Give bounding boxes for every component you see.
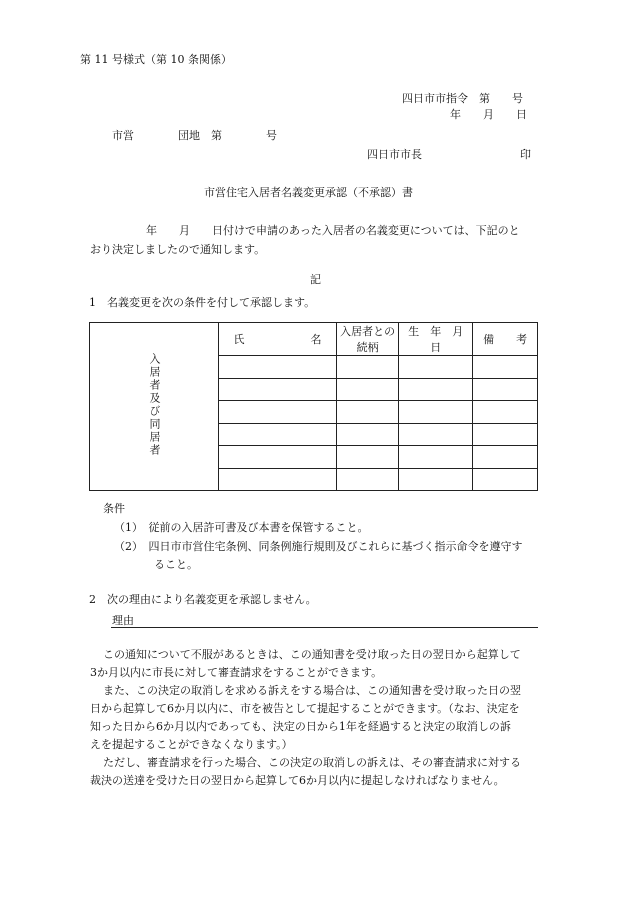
notice-line-6: えを提起することができなくなります。）	[90, 738, 293, 751]
reason-label: 理由	[112, 614, 134, 627]
date-line: 年 月 日	[450, 108, 527, 121]
header-name: 氏 名	[219, 323, 337, 356]
conditions-title: 条件	[103, 502, 125, 515]
section-2-heading: 2 次の理由により名義変更を承認しません。	[89, 593, 317, 606]
side-label: 入居者及び同居者	[148, 353, 161, 457]
issuer-number: 四日市市指令 第 号	[402, 92, 523, 105]
form-label: 第 11 号様式（第 10 条関係）	[80, 53, 232, 66]
intro-line-2: おり決定しましたので通知します。	[90, 243, 266, 256]
table-header-row	[90, 323, 538, 356]
notice-line-1: この通知について不服があるときは、この通知書を受け取った日の翌日から起算して	[103, 648, 521, 661]
condition-2-line-1: （2） 四日市市営住宅条例、同条例施行規則及びこれらに基づく指示命令を遵守す	[114, 540, 523, 553]
reason-underline	[111, 627, 538, 628]
addressee: 市営 団地 第 号	[112, 129, 277, 142]
section-1-heading: 1 名義変更を次の条件を付して承認します。	[89, 296, 316, 309]
notice-line-5: 知った日から6か月以内であっても、決定の日から1年を経過すると決定の取消しの訴	[90, 720, 511, 733]
intro-line-1: 年 月 日付けで申請のあった入居者の名義変更については、下記のと	[146, 224, 520, 237]
resident-table	[89, 322, 538, 491]
header-remarks: 備 考	[473, 323, 538, 356]
header-birthdate: 生 年 月 日	[399, 323, 473, 356]
document-title: 市営住宅入居者名義変更承認（不承認）書	[204, 186, 413, 199]
condition-2-line-2: ること。	[154, 558, 198, 571]
header-relationship: 入居者との続柄	[336, 323, 398, 356]
mayor-name: 四日市市長	[367, 148, 422, 161]
notice-line-2: 3か月以内に市長に対して審査請求をすることができます。	[90, 666, 383, 679]
ki-heading: 記	[310, 273, 321, 286]
notice-line-4: 日から起算して6か月以内に、市を被告として提起することができます。（なお、決定を	[90, 702, 520, 715]
side-label-cell	[90, 323, 219, 491]
notice-line-8: 裁決の送達を受けた日の翌日から起算して6か月以内に提起しなければなりません。	[90, 774, 505, 787]
condition-1: （1） 従前の入居許可書及び本書を保管すること。	[114, 521, 369, 534]
notice-line-7: ただし、審査請求を行った場合、この決定の取消しの訴えは、その審査請求に対する	[103, 756, 521, 769]
notice-line-3: また、この決定の取消しを求める訴えをする場合は、この通知書を受け取った日の翌	[103, 684, 521, 697]
seal-mark: 印	[520, 148, 531, 161]
